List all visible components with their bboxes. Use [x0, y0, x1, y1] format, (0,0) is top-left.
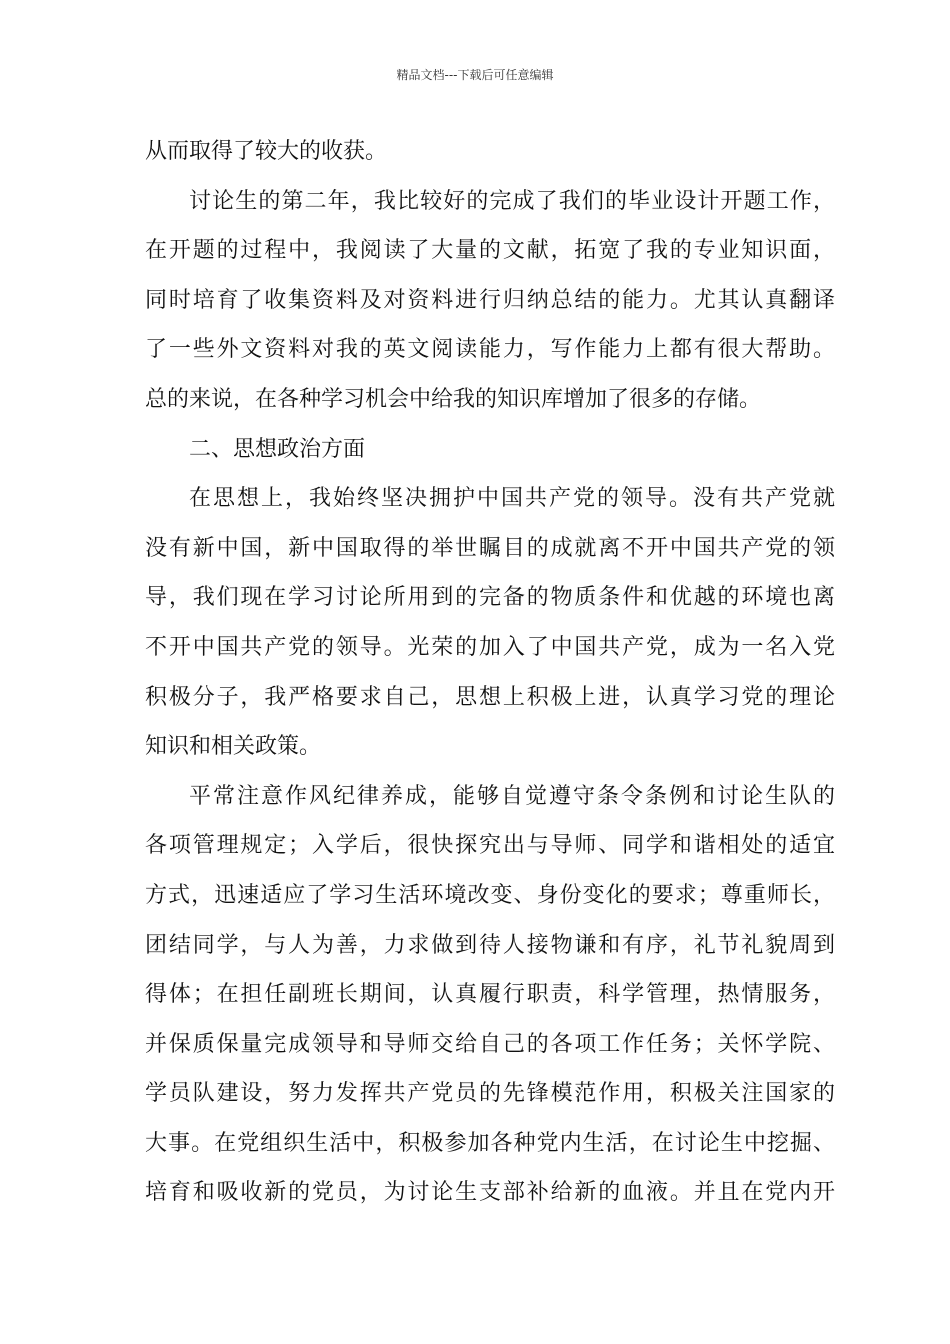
text-line: 总的来说，在各种学习机会中给我的知识库增加了很多的存储。: [145, 386, 762, 412]
text-line: 学员队建设，努力发挥共产党员的先锋模范作用，积极关注国家的: [145, 1081, 835, 1107]
text-line: 积极分子，我严格要求自己，思想上积极上进，认真学习党的理论: [145, 684, 835, 710]
text-line: 方式，迅速适应了学习生活环境改变、身份变化的要求；尊重师长，: [145, 882, 835, 908]
text-line: 各项管理规定；入学后，很快探究出与导师、同学和谐相处的适宜: [145, 833, 835, 859]
text-line: 从而取得了较大的收获。: [145, 139, 388, 164]
text-line: 二、思想政治方面: [189, 436, 366, 462]
text-line: 大事。在党组织生活中，积极参加各种党内生活，在讨论生中挖掘、: [145, 1130, 835, 1156]
text-line: 培育和吸收新的党员，为讨论生支部补给新的血液。并且在党内开: [145, 1180, 835, 1206]
text-line: 没有新中国，新中国取得的举世瞩目的成就离不开中国共产党的领: [145, 535, 835, 561]
text-line: 知识和相关政策。: [145, 734, 322, 760]
text-line: 了一些外文资料对我的英文阅读能力，写作能力上都有很大帮助。: [145, 337, 835, 363]
text-line: 在思想上，我始终坚决拥护中国共产党的领导。没有共产党就: [189, 486, 835, 512]
text-line: 讨论生的第二年，我比较好的完成了我们的毕业设计开题工作，: [189, 188, 835, 214]
text-line: 并保质保量完成领导和导师交给自己的各项工作任务；关怀学院、: [145, 1031, 835, 1057]
text-line: 平常注意作风纪律养成，能够自觉遵守条令条例和讨论生队的: [189, 783, 835, 809]
text-line: 同时培育了收集资料及对资料进行归纳总结的能力。尤其认真翻译: [145, 287, 835, 313]
text-line: 不开中国共产党的领导。光荣的加入了中国共产党，成为一名入党: [145, 634, 835, 660]
text-line: 在开题的过程中，我阅读了大量的文献，拓宽了我的专业知识面，: [145, 238, 835, 264]
text-line: 得体；在担任副班长期间，认真履行职责，科学管理，热情服务，: [145, 982, 835, 1008]
text-line: 团结同学，与人为善，力求做到待人接物谦和有序，礼节礼貌周到: [145, 932, 835, 958]
text-line: 导，我们现在学习讨论所用到的完备的物质条件和优越的环境也离: [145, 585, 835, 611]
page-header: 精品文档---下载后可任意编辑: [396, 68, 554, 82]
document-body: [145, 127, 835, 1218]
